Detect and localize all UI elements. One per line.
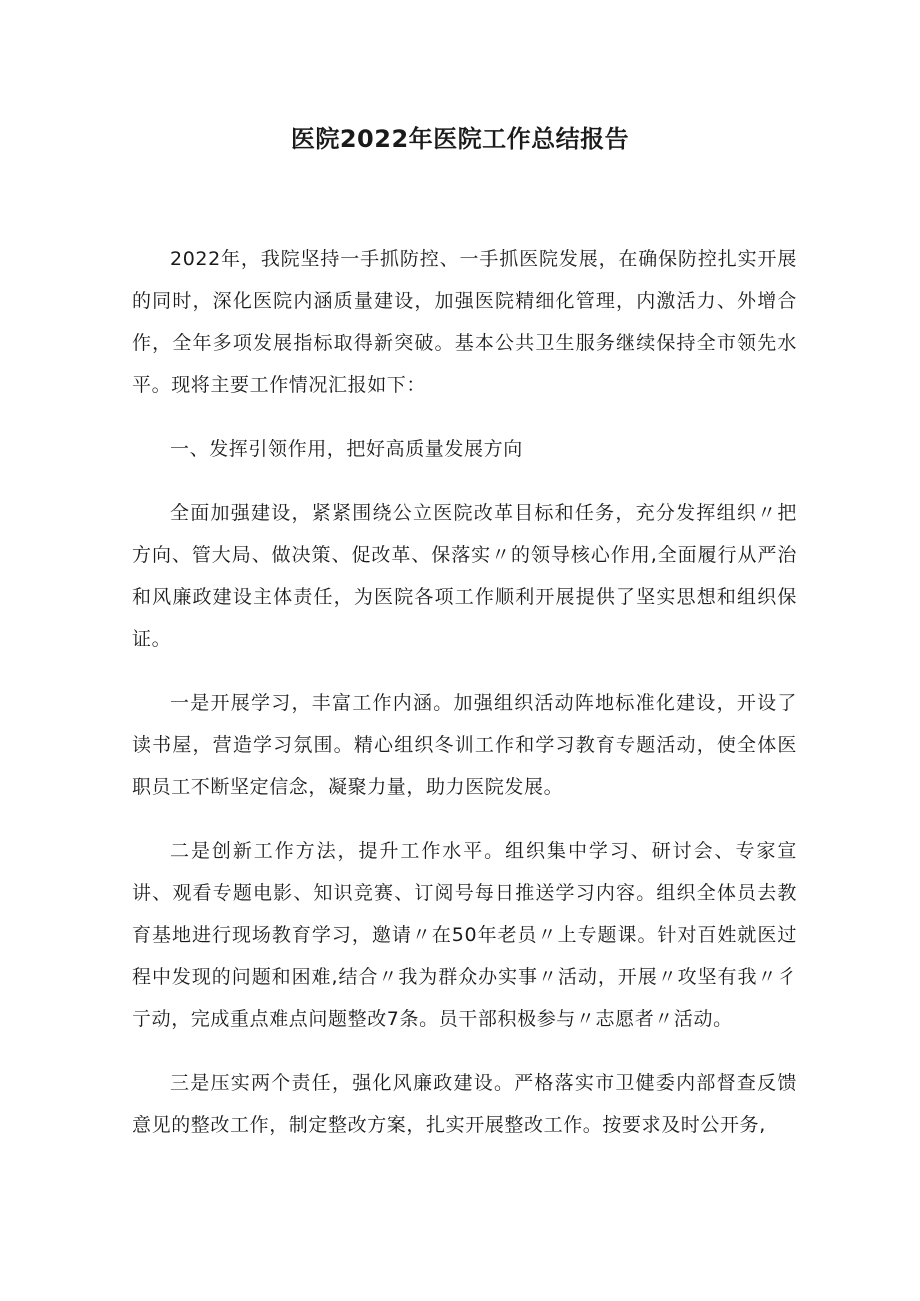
document-title: 医院2022年医院工作总结报告 — [290, 125, 630, 153]
item-1-paragraph: 一是开展学习，丰富工作内涵。加强组织活动阵地标准化建设，开设了读书屋，营造学习氛围。精心组织冬训工作和学习教育专题活动，使全体医职员工不断坚定信念，凝聚力量，助力医院发展。 — [132, 692, 797, 798]
section-heading-1: 一、发挥引领作用，把好高质量发展方向 — [170, 438, 523, 460]
intro-paragraph: 2022年，我院坚持一手抓防控、一手抓医院发展，在确保防控扎实开展的同时，深化医院内涵质量建设，加强医院精细化管理，内激活力、外增合作，全年多项发展指标取得新突破。基本公共卫生服务继续保持全市领先水平。现将主要工作情况汇报如下： — [132, 248, 797, 396]
section-1-paragraph: 全面加强建设，紧紧围绕公立医院改革目标和任务，充分发挥组织〃把方向、管大局、做决策、促改革、保落实〃的领导核心作用,全面履行从严治和风廉政建设主体责任，为医院各项工作顺利开展提供了坚实思想和组织保证。 — [132, 502, 797, 650]
document-body — [132, 238, 797, 1168]
item-2-paragraph: 二是创新工作方法，提升工作水平。组织集中学习、研讨会、专家宣讲、观看专题电影、知识竞赛、订阅号每日推送学习内容。组织全体员去教育基地进行现场教育学习，邀请〃在50年老员〃上专题课。针对百姓就医过程中发现的问题和困难,结合〃我为群众办实事〃活动，开展〃攻坚有我〃彳亍动，完成重点难点问题整改7条。员干部积极参与〃志愿者〃活动。 — [132, 840, 797, 1030]
item-3-paragraph: 三是压实两个责任，强化风廉政建设。严格落实市卫健委内部督查反馈意见的整改工作，制定整改方案，扎实开展整改工作。按要求及时公开务, — [132, 1072, 797, 1136]
